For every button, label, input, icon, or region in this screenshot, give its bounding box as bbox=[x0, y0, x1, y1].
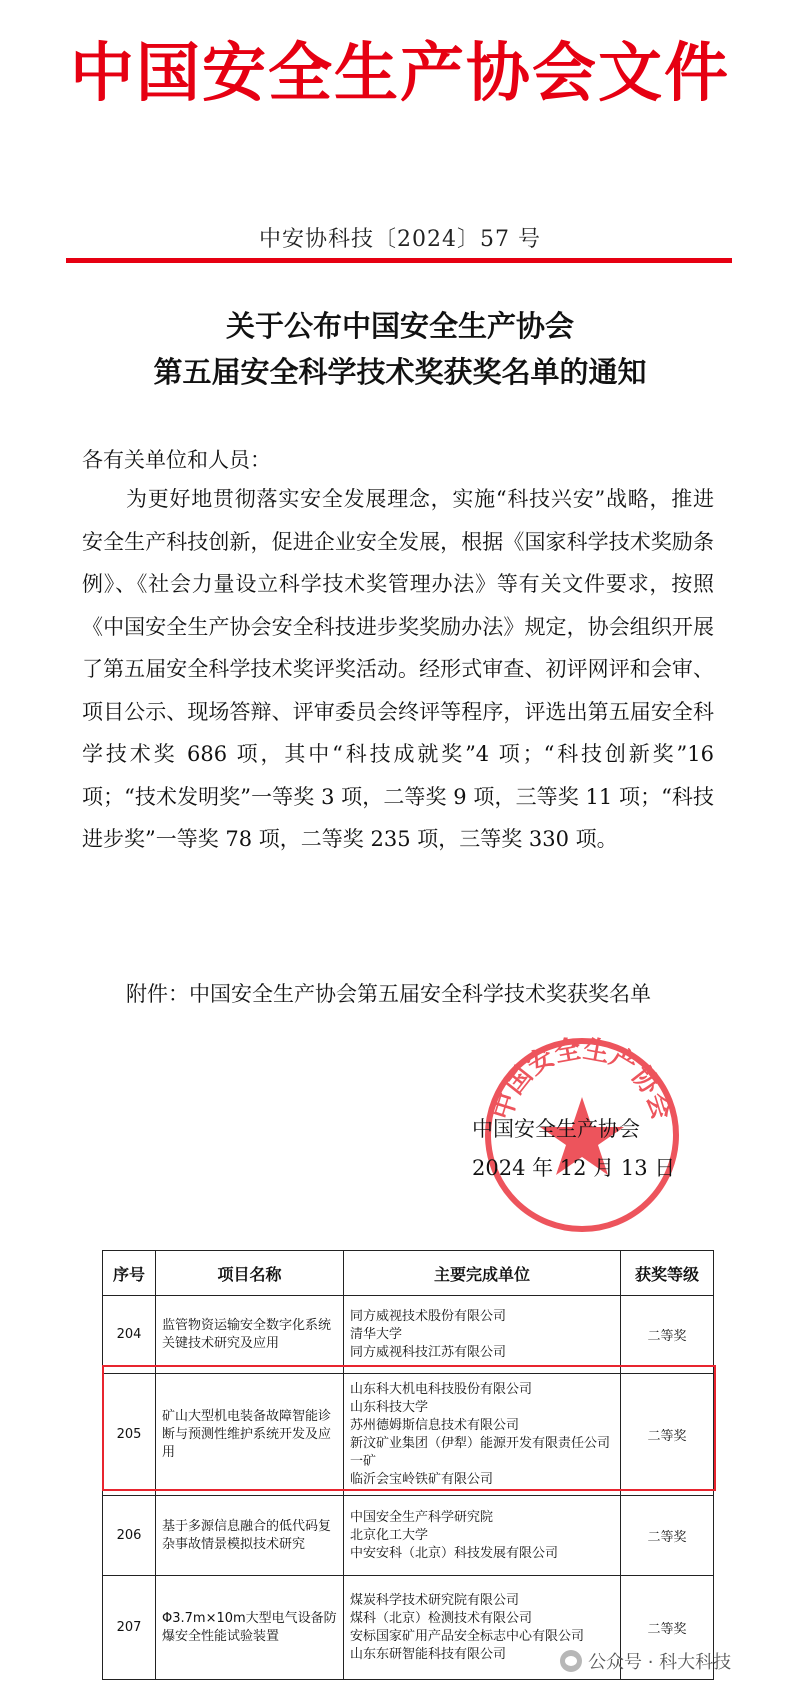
unit-line: 临沂会宝岭铁矿有限公司 bbox=[350, 1471, 494, 1487]
document-number: 中安协科技〔2024〕57 号 bbox=[259, 227, 541, 252]
signature-date: 2024 年 12 月 13 日 bbox=[472, 1156, 676, 1180]
header-project-name: 项目名称 bbox=[156, 1251, 344, 1296]
unit-line: 清华大学 bbox=[350, 1326, 403, 1342]
unit-line: 安标国家矿用产品安全标志中心有限公司 bbox=[350, 1628, 585, 1644]
header-no: 序号 bbox=[103, 1251, 156, 1296]
completion-units bbox=[344, 1374, 621, 1496]
awards-table bbox=[102, 1250, 714, 1680]
unit-line: 苏州德姆斯信息技术有限公司 bbox=[350, 1417, 520, 1433]
row-number: 206 bbox=[103, 1496, 156, 1576]
unit-line: 煤炭科学技术研究院有限公司 bbox=[350, 1592, 520, 1608]
project-name: 监管物资运输安全数字化系统关键技术研究及应用 bbox=[156, 1296, 344, 1374]
unit-line: 同方威视科技江苏有限公司 bbox=[350, 1344, 507, 1360]
table-row bbox=[103, 1496, 714, 1576]
document-header-title: 中国安全生产协会文件 bbox=[70, 36, 730, 111]
notice-title-line-1: 关于公布中国安全生产协会 bbox=[225, 309, 574, 343]
project-name: 基于多源信息融合的低代码复杂事故情景模拟技术研究 bbox=[156, 1496, 344, 1576]
unit-line: 山东科技大学 bbox=[350, 1399, 429, 1415]
header-units: 主要完成单位 bbox=[344, 1251, 621, 1296]
completion-units bbox=[344, 1296, 621, 1374]
unit-line: 中安安科（北京）科技发展有限公司 bbox=[350, 1545, 559, 1561]
unit-line: 同方威视技术股份有限公司 bbox=[350, 1308, 507, 1324]
notice-body: 为更好地贯彻落实安全发展理念，实施“科技兴安”战略，推进安全生产科技创新，促进企业安全发展，根据《国家科学技术奖励条例》、《社会力量设立科学技术奖管理办法》等有关文件要求，按照《中国安全生产协会安全科技进步奖奖励办法》规定，协会组织开展了第五届安全科学技术奖评奖活动。经形式审查、初评网评和会审、项目公示、现场答辩、评审委员会终评等程序，评选出第五届安全科学技术奖 686 项，其中“科技成就奖”4 项；“科技创新奖”16 项；“技术发明奖”一等奖 3 项，二等奖 9 项，三等奖 11 项；“科技进步奖”一等奖 78 项，二等奖 235 项，三等奖 330 项。 bbox=[82, 487, 714, 851]
award-grade: 二等奖 bbox=[621, 1374, 714, 1496]
salutation: 各有关单位和人员： bbox=[82, 448, 271, 472]
wechat-account-text: 公众号 · 科大科技 bbox=[588, 1652, 732, 1673]
table-row bbox=[103, 1374, 714, 1496]
row-number: 205 bbox=[103, 1374, 156, 1496]
unit-line: 山东东研智能科技有限公司 bbox=[350, 1646, 507, 1662]
row-number: 204 bbox=[103, 1296, 156, 1374]
unit-line: 中国安全生产科学研究院 bbox=[350, 1509, 494, 1525]
signature-organization: 中国安全生产协会 bbox=[472, 1117, 640, 1141]
svg-text:中国安全生产协会: 中国安全生产协会 bbox=[487, 1035, 677, 1124]
project-name: Φ3.7m×10m大型电气设备防爆安全性能试验装置 bbox=[156, 1576, 344, 1680]
table-header-row bbox=[103, 1251, 714, 1296]
table-row bbox=[103, 1296, 714, 1374]
award-grade: 二等奖 bbox=[621, 1576, 714, 1680]
completion-units bbox=[344, 1496, 621, 1576]
unit-line: 煤科（北京）检测技术有限公司 bbox=[350, 1610, 533, 1626]
award-grade: 二等奖 bbox=[621, 1296, 714, 1374]
wechat-icon bbox=[560, 1650, 582, 1672]
unit-line: 山东科大机电科技股份有限公司 bbox=[350, 1381, 533, 1397]
unit-line: 新汶矿业集团（伊犁）能源开发有限责任公司一矿 bbox=[350, 1435, 611, 1469]
wechat-account-label bbox=[560, 1648, 731, 1674]
red-divider bbox=[66, 258, 732, 263]
row-number: 207 bbox=[103, 1576, 156, 1680]
header-grade: 获奖等级 bbox=[621, 1251, 714, 1296]
notice-title-line-2: 第五届安全科学技术奖获奖名单的通知 bbox=[153, 355, 647, 389]
attachment-note: 附件：中国安全生产协会第五届安全科学技术奖获奖名单 bbox=[126, 982, 651, 1006]
unit-line: 北京化工大学 bbox=[350, 1527, 429, 1543]
award-grade: 二等奖 bbox=[621, 1496, 714, 1576]
project-name: 矿山大型机电装备故障智能诊断与预测性维护系统开发及应用 bbox=[156, 1374, 344, 1496]
